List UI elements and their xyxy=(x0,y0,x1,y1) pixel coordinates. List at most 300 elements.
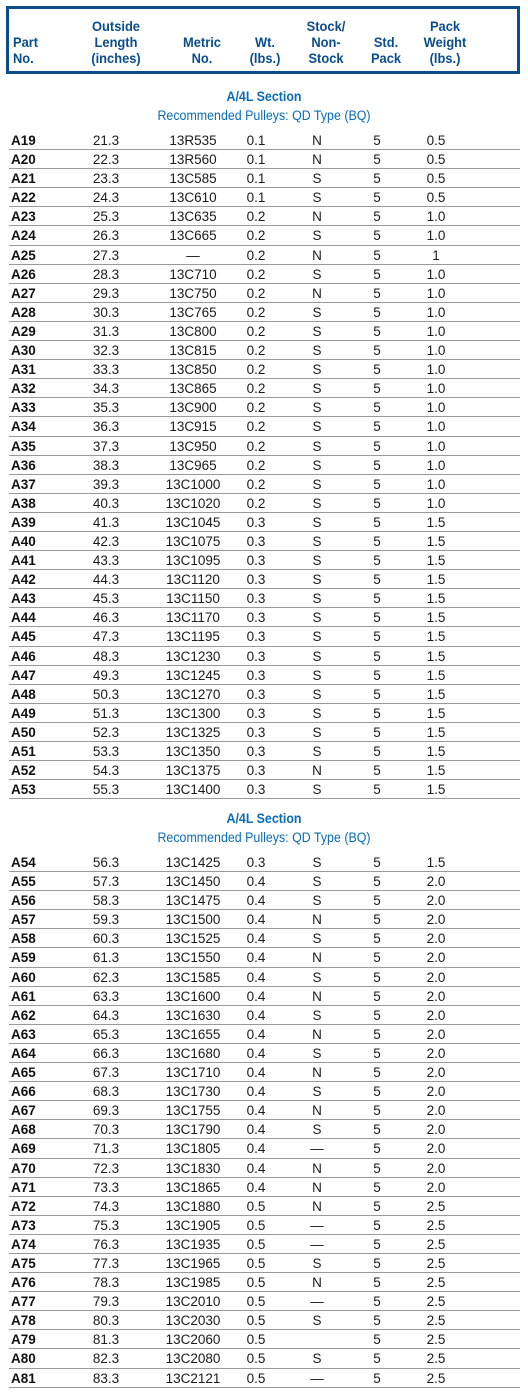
cell-outside-length: 76.3 xyxy=(92,1236,120,1252)
cell-part-no: A61 xyxy=(11,988,36,1004)
cell-pack-weight: 1.0 xyxy=(426,419,446,435)
cell-std-pack: 5 xyxy=(373,1294,381,1310)
cell-part-no: A81 xyxy=(11,1370,36,1386)
cell-std-pack: 5 xyxy=(373,1332,381,1348)
cell-outside-length: 80.3 xyxy=(92,1313,120,1329)
cell-stock: S xyxy=(312,686,322,702)
cell-outside-length: 79.3 xyxy=(92,1294,120,1310)
cell-std-pack: 5 xyxy=(373,1255,381,1271)
cell-part-no: A42 xyxy=(11,572,36,588)
cell-metric-no: 13C585 xyxy=(169,171,217,187)
cell-metric-no: 13C1195 xyxy=(166,629,220,645)
cell-part-no: A40 xyxy=(11,533,36,549)
table-row xyxy=(9,723,520,742)
cell-weight: 0.4 xyxy=(246,893,266,909)
cell-outside-length: 38.3 xyxy=(92,457,120,473)
cell-metric-no: 13C800 xyxy=(169,323,217,339)
cell-outside-length: 50.3 xyxy=(92,686,120,702)
cell-outside-length: 32.3 xyxy=(92,343,120,359)
cell-stock: S xyxy=(312,1084,322,1100)
table-row xyxy=(9,1197,520,1216)
cell-part-no: A34 xyxy=(11,419,36,435)
cell-weight: 0.4 xyxy=(246,1065,266,1081)
table-row xyxy=(9,1063,520,1082)
cell-metric-no: 13C2080 xyxy=(165,1351,221,1367)
cell-pack-weight: 1.5 xyxy=(426,572,446,588)
table-row xyxy=(9,780,520,799)
cell-outside-length: 71.3 xyxy=(92,1141,120,1157)
cell-part-no: A57 xyxy=(11,912,36,928)
cell-std-pack: 5 xyxy=(373,610,381,626)
cell-outside-length: 67.3 xyxy=(92,1065,120,1081)
cell-pack-weight: 1.5 xyxy=(426,591,446,607)
cell-std-pack: 5 xyxy=(373,969,381,985)
header-metric-no: Metric No. xyxy=(183,34,221,66)
cell-metric-no: 13C865 xyxy=(169,381,217,397)
cell-stock: — xyxy=(310,1217,324,1233)
cell-outside-length: 41.3 xyxy=(92,514,120,530)
cell-weight: 0.4 xyxy=(246,1045,266,1061)
cell-stock: S xyxy=(312,629,322,645)
cell-weight: 0.3 xyxy=(246,533,266,549)
header-part-no: Part No. xyxy=(13,34,39,66)
cell-stock: N xyxy=(312,1160,322,1176)
cell-std-pack: 5 xyxy=(373,763,381,779)
cell-stock: S xyxy=(312,610,322,626)
cell-outside-length: 36.3 xyxy=(92,419,120,435)
cell-stock: S xyxy=(312,1007,322,1023)
cell-outside-length: 49.3 xyxy=(92,667,120,683)
table-row xyxy=(9,1311,520,1330)
cell-weight: 0.5 xyxy=(246,1351,266,1367)
cell-std-pack: 5 xyxy=(373,1179,381,1195)
cell-pack-weight: 2.0 xyxy=(426,1084,446,1100)
table-row xyxy=(9,169,520,188)
cell-outside-length: 55.3 xyxy=(92,782,120,798)
cell-std-pack: 5 xyxy=(373,514,381,530)
cell-part-no: A75 xyxy=(11,1255,36,1271)
cell-weight: 0.2 xyxy=(246,304,266,320)
cell-std-pack: 5 xyxy=(373,495,381,511)
table-row xyxy=(9,226,520,245)
cell-weight: 0.2 xyxy=(246,228,266,244)
cell-stock: S xyxy=(312,724,322,740)
cell-std-pack: 5 xyxy=(373,476,381,492)
table-row xyxy=(9,341,520,360)
cell-metric-no: 13C1270 xyxy=(165,686,221,702)
table-row xyxy=(9,322,520,341)
cell-pack-weight: 1.5 xyxy=(426,648,446,664)
cell-stock: N xyxy=(312,1179,322,1195)
table-row xyxy=(9,704,520,723)
cell-pack-weight: 1.0 xyxy=(426,343,446,359)
cell-std-pack: 5 xyxy=(373,1275,381,1291)
cell-std-pack: 5 xyxy=(373,874,381,890)
cell-stock: S xyxy=(312,171,322,187)
cell-std-pack: 5 xyxy=(373,988,381,1004)
cell-std-pack: 5 xyxy=(373,190,381,206)
table-row xyxy=(9,456,520,475)
cell-metric-no: 13C1805 xyxy=(165,1141,221,1157)
table-row xyxy=(9,150,520,169)
cell-part-no: A65 xyxy=(11,1065,36,1081)
cell-part-no: A59 xyxy=(11,950,36,966)
cell-stock: N xyxy=(312,1026,322,1042)
cell-pack-weight: 1.5 xyxy=(426,610,446,626)
cell-weight: 0.5 xyxy=(246,1236,266,1252)
cell-stock: S xyxy=(312,1351,322,1367)
cell-metric-no: 13C750 xyxy=(169,285,217,301)
cell-pack-weight: 1.5 xyxy=(426,763,446,779)
cell-part-no: A26 xyxy=(11,266,36,282)
cell-part-no: A68 xyxy=(11,1122,36,1138)
table-row xyxy=(9,131,520,150)
cell-pack-weight: 1.5 xyxy=(426,629,446,645)
cell-metric-no: 13C1730 xyxy=(165,1084,221,1100)
cell-stock: S xyxy=(312,495,322,511)
cell-outside-length: 77.3 xyxy=(92,1255,120,1271)
cell-metric-no: — xyxy=(186,247,200,263)
table-row xyxy=(9,891,520,910)
cell-metric-no: 13C1790 xyxy=(165,1122,221,1138)
cell-weight: 0.3 xyxy=(246,648,266,664)
cell-weight: 0.4 xyxy=(246,1179,266,1195)
table-row xyxy=(9,1349,520,1368)
cell-weight: 0.3 xyxy=(246,763,266,779)
cell-metric-no: 13C1075 xyxy=(165,533,221,549)
cell-pack-weight: 1.5 xyxy=(426,705,446,721)
table-header xyxy=(6,6,520,74)
cell-pack-weight: 2.0 xyxy=(426,931,446,947)
cell-weight: 0.2 xyxy=(246,362,266,378)
cell-outside-length: 83.3 xyxy=(92,1370,120,1386)
cell-stock: N xyxy=(312,1065,322,1081)
cell-std-pack: 5 xyxy=(373,893,381,909)
cell-weight: 0.4 xyxy=(246,988,266,1004)
section-rows xyxy=(9,853,520,1388)
cell-weight: 0.2 xyxy=(246,476,266,492)
cell-weight: 0.4 xyxy=(246,950,266,966)
cell-metric-no: 13C1680 xyxy=(165,1045,221,1061)
table-row xyxy=(9,513,520,532)
cell-part-no: A67 xyxy=(11,1103,36,1119)
cell-outside-length: 78.3 xyxy=(92,1275,120,1291)
cell-pack-weight: 2.5 xyxy=(426,1236,446,1252)
cell-part-no: A52 xyxy=(11,763,36,779)
cell-metric-no: 13C1400 xyxy=(165,782,221,798)
cell-outside-length: 24.3 xyxy=(92,190,120,206)
cell-stock: S xyxy=(312,782,322,798)
cell-weight: 0.4 xyxy=(246,874,266,890)
cell-outside-length: 29.3 xyxy=(92,285,120,301)
section-subtitle: Recommended Pulleys: QD Type (BQ) xyxy=(157,108,371,123)
cell-weight: 0.2 xyxy=(246,495,266,511)
table-row xyxy=(9,1044,520,1063)
table-row xyxy=(9,1254,520,1273)
cell-std-pack: 5 xyxy=(373,855,381,870)
cell-part-no: A37 xyxy=(11,476,36,492)
cell-stock: S xyxy=(312,874,322,890)
cell-stock: S xyxy=(312,228,322,244)
cell-pack-weight: 1.0 xyxy=(426,400,446,416)
cell-stock: N xyxy=(312,1103,322,1119)
cell-std-pack: 5 xyxy=(373,1217,381,1233)
cell-metric-no: 13C1985 xyxy=(165,1275,221,1291)
cell-pack-weight: 1 xyxy=(432,247,440,263)
cell-stock: S xyxy=(312,893,322,909)
table-row xyxy=(9,532,520,551)
cell-std-pack: 5 xyxy=(373,171,381,187)
cell-outside-length: 47.3 xyxy=(92,629,120,645)
cell-part-no: A46 xyxy=(11,648,36,664)
cell-part-no: A62 xyxy=(11,1007,36,1023)
table-row xyxy=(9,437,520,456)
cell-metric-no: 13C1170 xyxy=(166,610,220,626)
table-row xyxy=(9,551,520,570)
cell-std-pack: 5 xyxy=(373,1065,381,1081)
cell-stock: N xyxy=(312,912,322,928)
cell-metric-no: 13C1830 xyxy=(165,1160,221,1176)
cell-outside-length: 45.3 xyxy=(92,591,120,607)
cell-stock: — xyxy=(310,1294,324,1310)
cell-part-no: A23 xyxy=(11,209,36,225)
cell-stock: S xyxy=(312,553,322,569)
header-outside-length: Outside Length (inches) xyxy=(91,18,141,66)
cell-std-pack: 5 xyxy=(373,419,381,435)
cell-std-pack: 5 xyxy=(373,304,381,320)
table-row xyxy=(9,627,520,646)
cell-part-no: A77 xyxy=(11,1294,36,1310)
cell-stock: N xyxy=(312,209,322,225)
table-row xyxy=(9,246,520,265)
cell-weight: 0.3 xyxy=(246,514,266,530)
cell-std-pack: 5 xyxy=(373,782,381,798)
cell-stock: S xyxy=(312,476,322,492)
cell-part-no: A20 xyxy=(11,152,36,168)
cell-part-no: A30 xyxy=(11,343,36,359)
cell-metric-no: 13C1935 xyxy=(165,1236,221,1252)
cell-outside-length: 54.3 xyxy=(92,763,120,779)
cell-pack-weight: 2.0 xyxy=(426,1007,446,1023)
cell-part-no: A56 xyxy=(11,893,36,909)
cell-outside-length: 43.3 xyxy=(92,553,120,569)
cell-weight: 0.5 xyxy=(246,1217,266,1233)
cell-weight: 0.2 xyxy=(246,209,266,225)
cell-part-no: A47 xyxy=(11,667,36,683)
cell-std-pack: 5 xyxy=(373,1351,381,1367)
cell-metric-no: 13C1965 xyxy=(165,1255,221,1271)
table-row xyxy=(9,1369,520,1388)
cell-metric-no: 13R535 xyxy=(169,133,217,148)
cell-part-no: A66 xyxy=(11,1084,36,1100)
cell-outside-length: 44.3 xyxy=(92,572,120,588)
cell-metric-no: 13C1755 xyxy=(165,1103,221,1119)
cell-std-pack: 5 xyxy=(373,133,381,148)
cell-weight: 0.2 xyxy=(246,247,266,263)
cell-outside-length: 74.3 xyxy=(92,1198,120,1214)
cell-weight: 0.3 xyxy=(246,610,266,626)
cell-pack-weight: 2.0 xyxy=(426,1179,446,1195)
cell-stock: S xyxy=(312,1122,322,1138)
cell-outside-length: 75.3 xyxy=(92,1217,120,1233)
cell-part-no: A55 xyxy=(11,874,36,890)
cell-stock: S xyxy=(312,969,322,985)
table-row xyxy=(9,685,520,704)
cell-metric-no: 13C1865 xyxy=(165,1179,221,1195)
cell-pack-weight: 1.0 xyxy=(426,304,446,320)
cell-weight: 0.4 xyxy=(246,969,266,985)
cell-outside-length: 59.3 xyxy=(92,912,120,928)
cell-metric-no: 13C1905 xyxy=(165,1217,221,1233)
cell-outside-length: 68.3 xyxy=(92,1084,120,1100)
cell-weight: 0.5 xyxy=(246,1313,266,1329)
cell-weight: 0.2 xyxy=(246,419,266,435)
cell-pack-weight: 2.0 xyxy=(426,1160,446,1176)
cell-part-no: A53 xyxy=(11,782,36,798)
cell-pack-weight: 1.0 xyxy=(426,495,446,511)
cell-metric-no: 13C1350 xyxy=(165,744,221,759)
cell-pack-weight: 1.5 xyxy=(426,855,446,870)
cell-stock: S xyxy=(312,572,322,588)
cell-stock: S xyxy=(312,266,322,282)
cell-std-pack: 5 xyxy=(373,724,381,740)
cell-stock: S xyxy=(312,1313,322,1329)
cell-metric-no: 13R560 xyxy=(169,152,217,168)
cell-outside-length: 64.3 xyxy=(92,1007,120,1023)
cell-pack-weight: 0.5 xyxy=(426,190,446,206)
cell-std-pack: 5 xyxy=(373,1141,381,1157)
cell-pack-weight: 1.0 xyxy=(426,209,446,225)
cell-std-pack: 5 xyxy=(373,591,381,607)
cell-metric-no: 13C2010 xyxy=(165,1294,221,1310)
cell-metric-no: 13C1880 xyxy=(165,1198,221,1214)
cell-std-pack: 5 xyxy=(373,152,381,168)
cell-stock: N xyxy=(312,152,322,168)
cell-std-pack: 5 xyxy=(373,1026,381,1042)
cell-metric-no: 13C1475 xyxy=(165,893,221,909)
table-row xyxy=(9,1178,520,1197)
cell-pack-weight: 2.5 xyxy=(426,1313,446,1329)
section-rows xyxy=(9,131,520,799)
cell-std-pack: 5 xyxy=(373,1313,381,1329)
cell-outside-length: 22.3 xyxy=(92,152,120,168)
cell-metric-no: 13C1710 xyxy=(165,1065,221,1081)
cell-weight: 0.5 xyxy=(246,1294,266,1310)
cell-stock: N xyxy=(312,763,322,779)
cell-outside-length: 56.3 xyxy=(92,855,120,870)
cell-metric-no: 13C2121 xyxy=(165,1370,221,1386)
cell-std-pack: 5 xyxy=(373,1084,381,1100)
cell-metric-no: 13C1550 xyxy=(165,950,221,966)
cell-stock: S xyxy=(312,744,322,759)
cell-metric-no: 13C1525 xyxy=(165,931,221,947)
cell-outside-length: 81.3 xyxy=(92,1332,120,1348)
cell-stock: S xyxy=(312,343,322,359)
cell-stock: N xyxy=(312,988,322,1004)
cell-part-no: A54 xyxy=(11,855,36,870)
cell-metric-no: 13C950 xyxy=(169,438,217,454)
cell-stock: S xyxy=(312,419,322,435)
cell-part-no: A48 xyxy=(11,686,36,702)
cell-outside-length: 48.3 xyxy=(92,648,120,664)
cell-pack-weight: 1.0 xyxy=(426,457,446,473)
header-std-pack: Std. Pack xyxy=(370,34,402,66)
cell-std-pack: 5 xyxy=(373,744,381,759)
cell-weight: 0.3 xyxy=(246,629,266,645)
cell-part-no: A72 xyxy=(11,1198,36,1214)
cell-stock: S xyxy=(312,362,322,378)
cell-part-no: A45 xyxy=(11,629,36,645)
cell-part-no: A41 xyxy=(11,553,36,569)
cell-metric-no: 13C2060 xyxy=(165,1332,221,1348)
cell-pack-weight: 1.0 xyxy=(426,285,446,301)
cell-part-no: A29 xyxy=(11,323,36,339)
cell-part-no: A76 xyxy=(11,1275,36,1291)
cell-weight: 0.1 xyxy=(246,171,266,187)
table-row xyxy=(9,666,520,685)
cell-outside-length: 61.3 xyxy=(92,950,120,966)
cell-weight: 0.3 xyxy=(246,724,266,740)
table-row xyxy=(9,475,520,494)
table-row xyxy=(9,1120,520,1139)
cell-std-pack: 5 xyxy=(373,362,381,378)
cell-metric-no: 13C915 xyxy=(169,419,217,435)
cell-stock: S xyxy=(312,648,322,664)
cell-pack-weight: 2.0 xyxy=(426,874,446,890)
cell-pack-weight: 2.5 xyxy=(426,1217,446,1233)
cell-stock: N xyxy=(312,950,322,966)
cell-pack-weight: 1.5 xyxy=(426,533,446,549)
cell-stock: N xyxy=(312,285,322,301)
cell-weight: 0.5 xyxy=(246,1198,266,1214)
cell-stock: S xyxy=(312,381,322,397)
cell-std-pack: 5 xyxy=(373,1122,381,1138)
table-row xyxy=(9,647,520,666)
cell-part-no: A80 xyxy=(11,1351,36,1367)
cell-metric-no: 13C635 xyxy=(169,209,217,225)
cell-part-no: A51 xyxy=(11,744,36,759)
table-row xyxy=(9,929,520,948)
cell-outside-length: 70.3 xyxy=(92,1122,120,1138)
cell-weight: 0.4 xyxy=(246,1160,266,1176)
cell-outside-length: 35.3 xyxy=(92,400,120,416)
cell-outside-length: 21.3 xyxy=(92,133,120,148)
cell-outside-length: 62.3 xyxy=(92,969,120,985)
table-row xyxy=(9,570,520,589)
cell-weight: 0.4 xyxy=(246,1141,266,1157)
cell-stock: N xyxy=(312,1275,322,1291)
cell-pack-weight: 2.0 xyxy=(426,1026,446,1042)
cell-weight: 0.2 xyxy=(246,323,266,339)
cell-pack-weight: 2.0 xyxy=(426,893,446,909)
cell-std-pack: 5 xyxy=(373,247,381,263)
cell-std-pack: 5 xyxy=(373,381,381,397)
cell-metric-no: 13C850 xyxy=(169,362,217,378)
cell-stock: S xyxy=(312,705,322,721)
cell-std-pack: 5 xyxy=(373,648,381,664)
cell-stock: S xyxy=(312,457,322,473)
cell-std-pack: 5 xyxy=(373,950,381,966)
cell-outside-length: 30.3 xyxy=(92,304,120,320)
cell-pack-weight: 2.0 xyxy=(426,912,446,928)
cell-part-no: A28 xyxy=(11,304,36,320)
cell-outside-length: 57.3 xyxy=(92,874,120,890)
cell-weight: 0.1 xyxy=(246,190,266,206)
cell-outside-length: 28.3 xyxy=(92,266,120,282)
cell-std-pack: 5 xyxy=(373,285,381,301)
cell-outside-length: 73.3 xyxy=(92,1179,120,1195)
cell-stock: S xyxy=(312,304,322,320)
